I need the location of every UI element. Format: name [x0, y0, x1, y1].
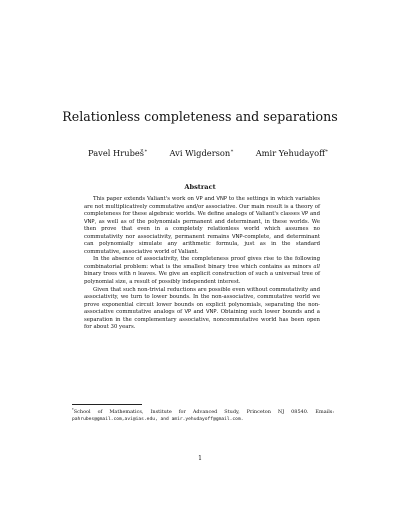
author-name: Avi Wigderson — [169, 148, 231, 158]
text-run: leaves. We give an explicit construction of such a universal tree of polynomial size, a result of possibly independent interest. — [84, 271, 320, 286]
text-run: . Obtaining such lower bounds and a separation in the complementary associative, noncommutative world has been open for about 30 years. — [84, 309, 320, 331]
abstract-heading: Abstract — [184, 183, 216, 191]
footnote-mark: * — [72, 408, 74, 412]
author-wigderson — [170, 148, 234, 158]
author-name: Amir Yehudayoff — [255, 148, 325, 158]
text-run: -complete, and determinant can polynomially simulate any arithmetic formula, just as in the standard commutative, associative world of Valiant. — [84, 233, 320, 255]
affiliation-mark: * — [325, 149, 328, 155]
text-run: This paper extends Valiant's work on — [93, 196, 196, 202]
affiliation-mark: * — [230, 149, 234, 155]
author-yehudayoff — [256, 148, 328, 158]
abstract-body — [84, 196, 320, 332]
text-run: Given that such non-trivial reductions are possible even without commutativity and associativity, we turn to lower bounds. In the non-associative, commutative world we prove exponential circuit lower bounds on explicit polynomials, separating the non-associative commutative analogs of — [84, 286, 320, 316]
class-name-vnp: VNP — [205, 309, 217, 316]
class-name-vp: VP — [184, 309, 192, 316]
abstract-paragraph-1 — [84, 196, 320, 256]
abstract-paragraph-3 — [84, 287, 320, 332]
abstract-paragraph-2 — [84, 256, 320, 286]
text-run: to the settings in which variables are not multiplicatively commutative and/or associative. Our main result is a theory of completeness for these algebraic worlds. We define analogs of Valiant's classes — [84, 196, 320, 218]
affiliation-footnote — [72, 407, 334, 424]
text-run: , as well as of the polynomials permanent and determinant, in these worlds. We then prove that even in a completely relationless world which assumes no commutativity nor associativity, permanent remains — [84, 218, 320, 240]
author-list — [88, 148, 328, 158]
text-run: and — [308, 211, 320, 218]
math-variable-n: n — [132, 271, 137, 278]
author-hrubes — [88, 148, 147, 158]
class-name-vp: VP — [195, 196, 203, 202]
page-number: 1 — [198, 455, 202, 462]
author-emails: pahrubes@gmail.com,avi@ias.edu, and amir.yehudayoff@gmail.com. — [72, 416, 244, 422]
emphasis: all — [313, 263, 320, 270]
class-name-vp: VP — [301, 211, 309, 218]
text-run: and — [191, 309, 206, 316]
footnote-rule — [72, 404, 142, 405]
paper-title: Relationless completeness and separations — [62, 109, 338, 124]
class-name-vnp: VNP — [84, 218, 95, 225]
class-name-vnp: VNP — [231, 233, 243, 240]
class-name-vnp: VNP — [216, 196, 227, 202]
text-run: and — [202, 196, 217, 202]
text-run: binary trees with — [84, 271, 133, 278]
affiliation-mark: * — [144, 149, 148, 155]
author-name: Pavel Hrubeš — [88, 148, 145, 158]
text-run: In the absence of associativity, the completeness proof gives rise to the following combinatorial problem: what is the smallest binary tree which contains as minors — [84, 256, 320, 270]
footnote-text: School of Mathematics, Institute for Advanced Study, Princeton NJ 08540. Emails: — [73, 409, 334, 415]
